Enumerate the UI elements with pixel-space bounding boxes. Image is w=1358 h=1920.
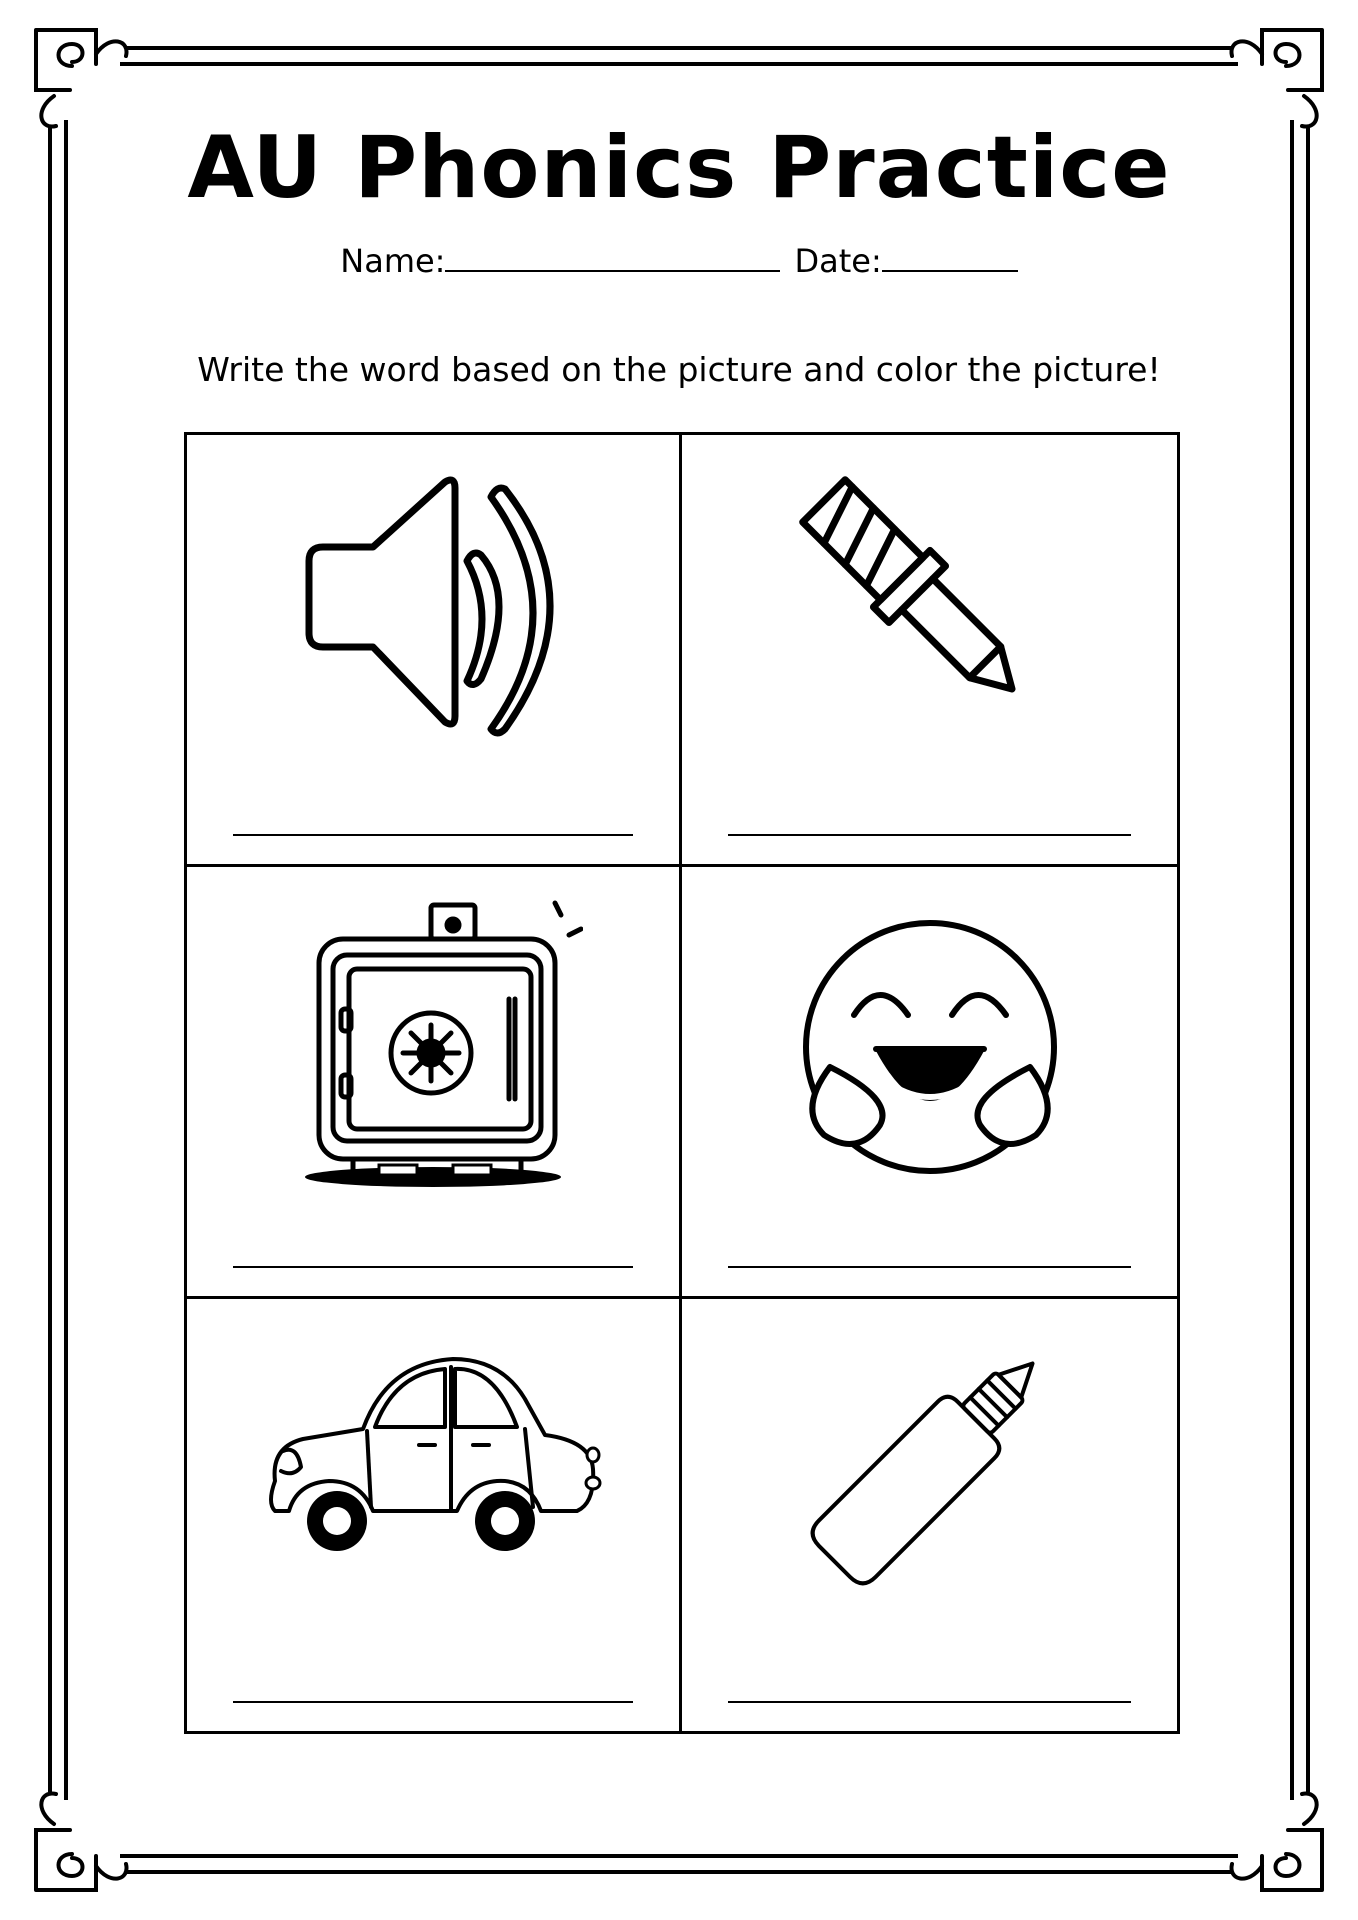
date-label: Date: bbox=[794, 242, 882, 280]
answer-line[interactable] bbox=[728, 1701, 1131, 1703]
glue-bottle-icon bbox=[800, 1331, 1060, 1601]
answer-line[interactable] bbox=[233, 834, 633, 836]
name-label: Name: bbox=[340, 242, 446, 280]
speaker-icon bbox=[283, 467, 583, 747]
answer-line[interactable] bbox=[728, 1266, 1131, 1268]
answer-line[interactable] bbox=[728, 834, 1131, 836]
laughing-emoji-icon bbox=[790, 899, 1070, 1189]
pen-icon bbox=[790, 467, 1070, 747]
car-icon bbox=[263, 1331, 603, 1611]
picture-cell bbox=[682, 1299, 1177, 1731]
picture-grid bbox=[184, 432, 1180, 1734]
name-date-fields bbox=[0, 238, 1358, 283]
picture-cell bbox=[682, 867, 1177, 1299]
page-title: AU Phonics Practice bbox=[187, 118, 1171, 218]
date-blank-line[interactable] bbox=[882, 238, 1018, 272]
name-blank-line[interactable] bbox=[445, 238, 780, 272]
picture-cell bbox=[187, 435, 682, 867]
instruction-text: Write the word based on the picture and color the picture! bbox=[197, 350, 1161, 389]
picture-cell bbox=[682, 435, 1177, 867]
picture-cell bbox=[187, 1299, 682, 1731]
wheel-icon bbox=[307, 1491, 535, 1551]
safe-icon bbox=[283, 899, 583, 1189]
answer-line[interactable] bbox=[233, 1266, 633, 1268]
answer-line[interactable] bbox=[233, 1701, 633, 1703]
picture-cell bbox=[187, 867, 682, 1299]
